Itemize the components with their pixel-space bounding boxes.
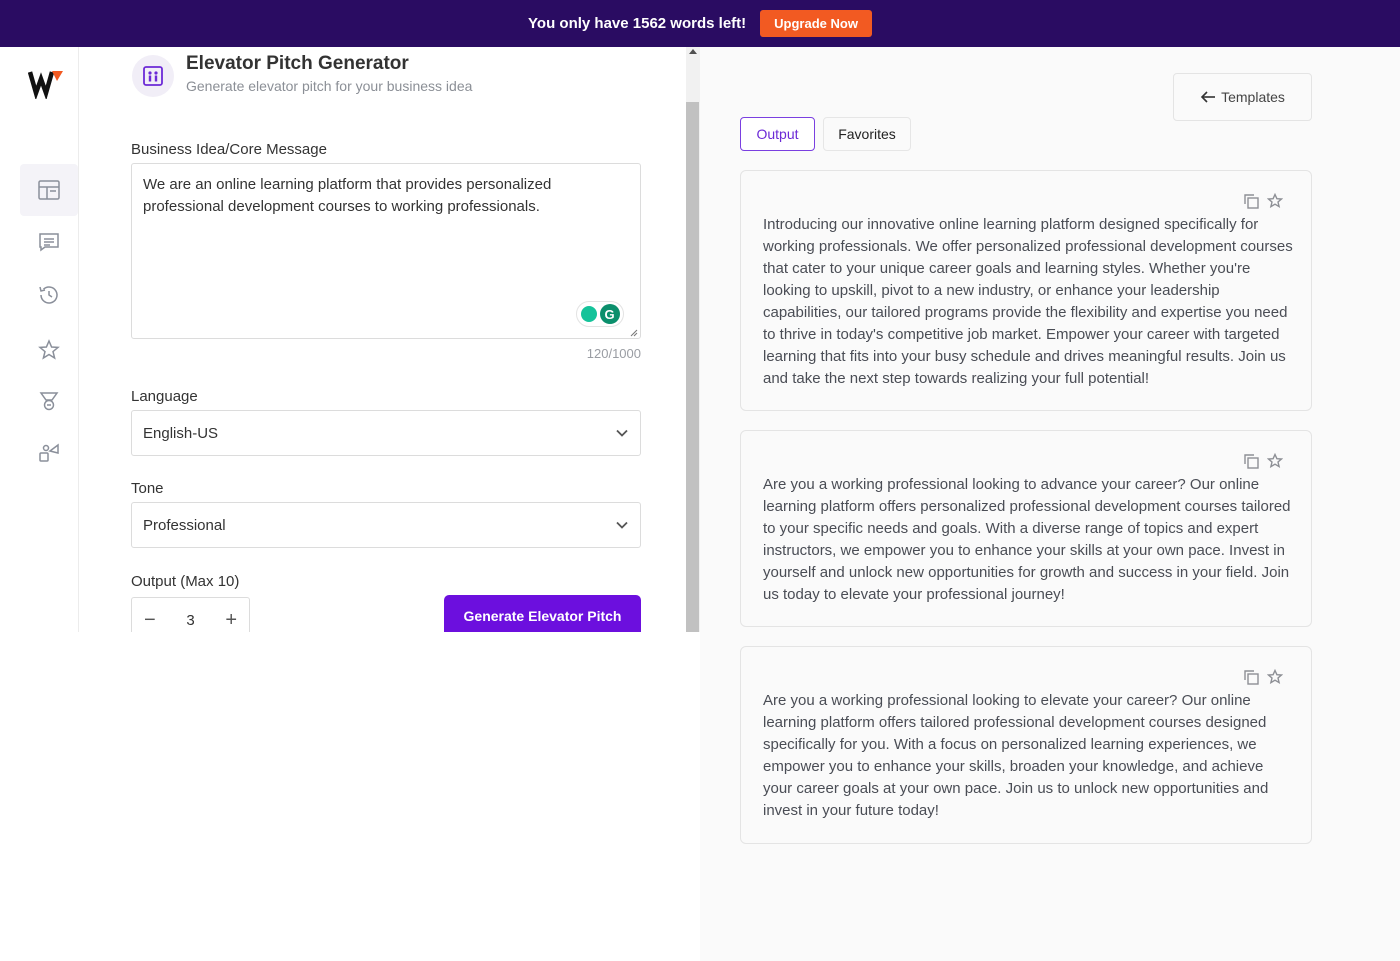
star-icon[interactable] bbox=[1267, 669, 1283, 685]
resize-handle-icon[interactable] bbox=[630, 329, 638, 337]
sidebar-item-integrations[interactable] bbox=[20, 427, 78, 479]
language-label: Language bbox=[131, 388, 198, 405]
output-count-label: Output (Max 10) bbox=[131, 573, 240, 590]
grammarly-widget[interactable] bbox=[576, 301, 624, 327]
language-select[interactable] bbox=[131, 410, 641, 456]
top-banner bbox=[0, 0, 1400, 47]
result-text: Are you a working professional looking to elevate your career? Our online learning platform offers tailored professional development courses designed specifically for you. With a focus on personalized learning experiences, we empower you to enhance your skills, broaden your knowledge, and achieve your career goals at your own pace. Join us to unlock new opportunities and invest in your future today! bbox=[763, 692, 1269, 819]
decrement-button[interactable]: − bbox=[144, 608, 156, 631]
layout-icon bbox=[37, 178, 61, 202]
output-count-value[interactable]: 3 bbox=[186, 611, 195, 629]
sidebar-item-chat[interactable] bbox=[20, 216, 78, 268]
copy-icon[interactable] bbox=[1243, 669, 1259, 685]
chevron-down-icon bbox=[615, 518, 629, 532]
pitch-board-icon bbox=[142, 65, 164, 87]
star-icon[interactable] bbox=[1267, 453, 1283, 469]
tab-favorites[interactable]: Favorites bbox=[823, 117, 911, 151]
result-text: Introducing our innovative online learning platform designed specifically for working professionals. We offer personalized professional development courses that cater to your unique career goals and learning styles. Whether you're looking to upskill, pivot to a new industry, or enhance your leadership capabilities, our tailored programs provide the flexibility and expertise you need to thrive in today's competitive job market. Empower your career with targeted learning that fits into your busy schedule and drives meaningful results. Join us and take the next step towards realizing your full potential! bbox=[763, 216, 1293, 387]
business-idea-textarea[interactable]: We are an online learning platform that provides personalized professional development courses to working professionals. bbox=[131, 163, 641, 339]
star-icon[interactable] bbox=[1267, 193, 1283, 209]
templates-back-button[interactable] bbox=[1173, 73, 1312, 121]
result-card bbox=[740, 170, 1312, 411]
increment-button[interactable]: + bbox=[225, 608, 237, 631]
tone-select[interactable] bbox=[131, 502, 641, 548]
upgrade-now-button[interactable]: Upgrade Now bbox=[760, 10, 872, 37]
result-card bbox=[740, 646, 1312, 844]
sidebar bbox=[0, 47, 79, 632]
page-subtitle: Generate elevator pitch for your business idea bbox=[186, 78, 473, 94]
scroll-up-arrow-icon[interactable] bbox=[689, 49, 697, 54]
chevron-down-icon bbox=[615, 426, 629, 440]
words-left-message: You only have 1562 words left! bbox=[528, 15, 747, 32]
tone-selected-value: Professional bbox=[143, 516, 226, 534]
arrow-left-icon bbox=[1200, 90, 1216, 104]
page-title: Elevator Pitch Generator bbox=[186, 53, 409, 74]
output-panel bbox=[700, 47, 1400, 961]
tab-output[interactable]: Output bbox=[740, 117, 815, 151]
sidebar-item-favorites[interactable] bbox=[20, 324, 78, 376]
generate-pitch-button[interactable]: Generate Elevator Pitch bbox=[444, 595, 641, 632]
tool-icon-badge bbox=[132, 55, 174, 97]
result-text: Are you a working professional looking to advance your career? Our online learning platform offers personalized professional development courses tailored to your specific needs and goals. With a diverse range of topics and expert instructors, we empower you to enhance your skills at your own pace. Invest in yourself and unlock new opportunities for growth and success in your field. Join us today to elevate your professional journey! bbox=[763, 476, 1291, 603]
templates-label: Templates bbox=[1221, 89, 1285, 105]
shapes-icon bbox=[37, 441, 61, 465]
form-scrollbar[interactable] bbox=[686, 47, 700, 632]
brand-logo-icon[interactable] bbox=[28, 69, 68, 99]
sidebar-item-history[interactable] bbox=[20, 269, 78, 321]
sidebar-item-rewards[interactable] bbox=[20, 375, 78, 427]
business-idea-label: Business Idea/Core Message bbox=[131, 141, 327, 158]
copy-icon[interactable] bbox=[1243, 453, 1259, 469]
history-icon bbox=[37, 283, 61, 307]
result-card bbox=[740, 430, 1312, 627]
tone-label: Tone bbox=[131, 480, 164, 497]
award-icon bbox=[37, 389, 61, 413]
grammarly-icon: G bbox=[600, 304, 620, 324]
scrollbar-thumb[interactable] bbox=[686, 102, 699, 632]
bulb-icon bbox=[581, 306, 597, 322]
generator-form-panel bbox=[80, 47, 686, 632]
character-count: 120/1000 bbox=[586, 346, 641, 361]
output-quantity-stepper bbox=[131, 597, 250, 632]
sidebar-item-templates[interactable] bbox=[20, 164, 78, 216]
chat-icon bbox=[37, 230, 61, 254]
star-icon bbox=[37, 338, 61, 362]
copy-icon[interactable] bbox=[1243, 193, 1259, 209]
language-selected-value: English-US bbox=[143, 424, 219, 442]
